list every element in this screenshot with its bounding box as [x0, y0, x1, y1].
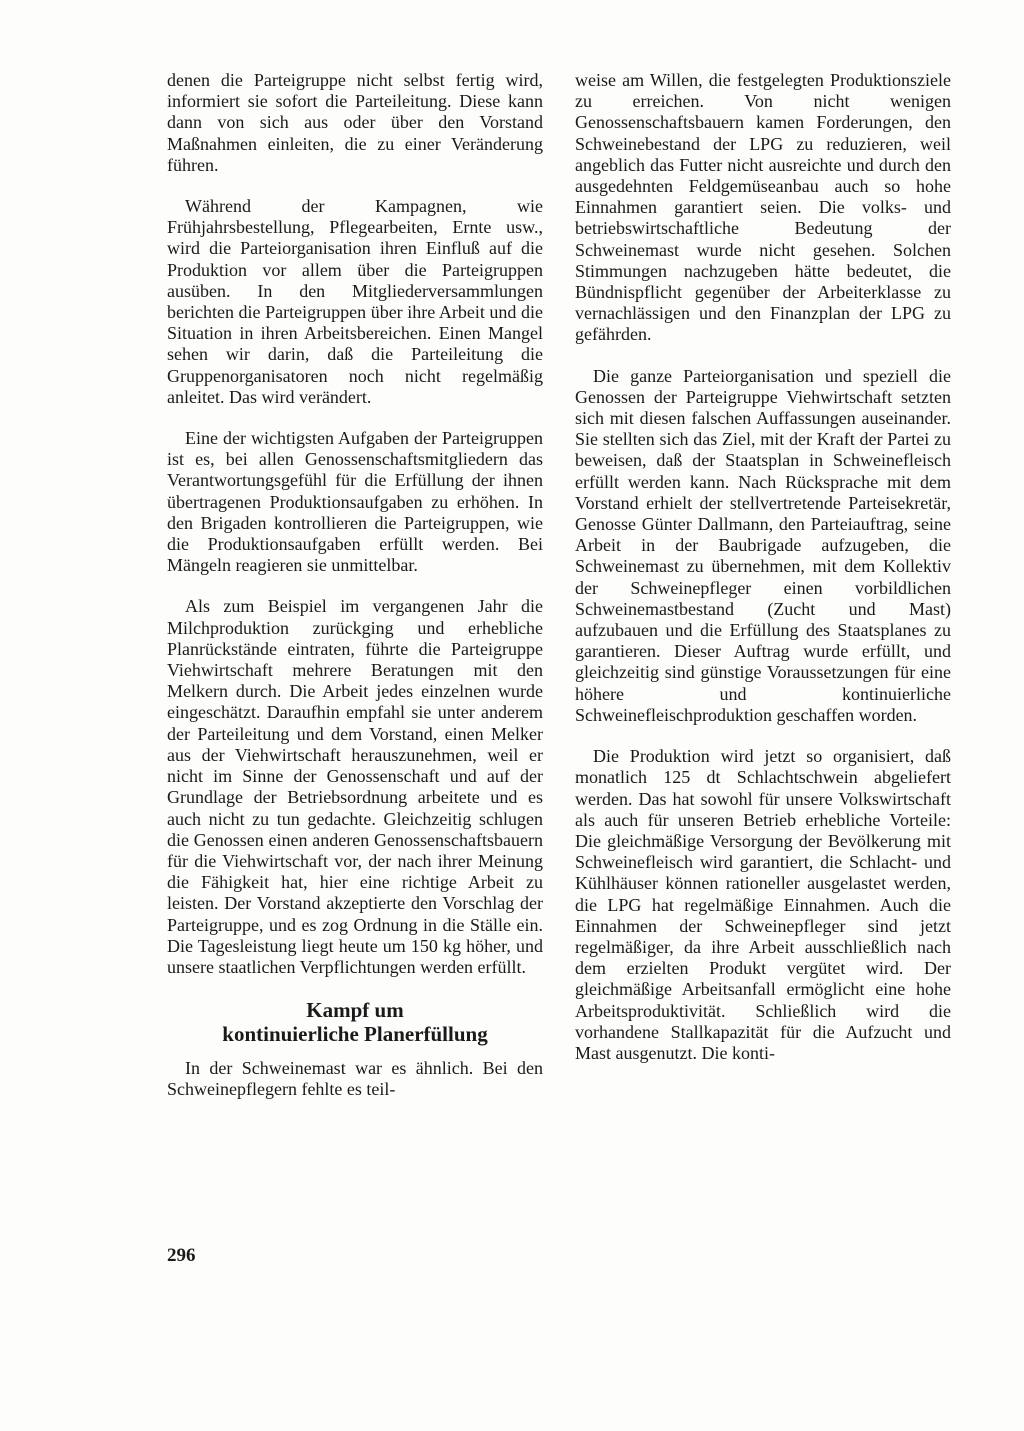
paragraph: Während der Kampagnen, wie Frühjahrsbestellung, Pflegearbeiten, Ernte usw., wird die Parteiorganisation ihren Einfluß auf die Produktion vor allem über die Parteigruppen ausüben. In den Mitgliederversammlungen berichten die Parteigruppen über ihre Arbeit und die Situation in ihren Arbeitsbereichen. Einen Mangel sehen wir darin, daß die Parteileitung die Gruppenorganisatoren noch nicht regelmäßig anleitet. Das wird verändert.	[167, 196, 543, 407]
paragraph: In der Schweinemast war es ähnlich. Bei den Schweinepflegern fehlte es teil-	[167, 1058, 543, 1100]
left-column	[167, 70, 543, 1121]
paragraph: Die ganze Parteiorganisation und speziell die Genossen der Parteigruppe Viehwirtschaft setzten sich mit diesen falschen Auffassungen auseinander. Sie stellten sich das Ziel, mit der Kraft der Partei zu beweisen, daß der Staatsplan in Schweinefleisch erfüllt werden kann. Nach Rücksprache mit dem Vorstand erhielt der stellvertretende Parteisekretär, Genosse Günter Dallmann, den Parteiauftrag, seine Arbeit in der Baubrigade aufzugeben, die Schweinemast zu übernehmen, mit dem Kollektiv der Schweinepfleger einen vorbildlichen Schweinemastbestand (Zucht und Mast) aufzubauen und die Erfüllung des Staatsplanes zu garantieren. Dieser Auftrag wurde erfüllt, und gleichzeitig sind günstige Voraussetzungen für eine höhere und kontinuierliche Schweinefleischproduktion geschaffen worden.	[575, 365, 951, 725]
paragraph: Als zum Beispiel im vergangenen Jahr die Milchproduktion zurückging und erhebliche Planrückstände eintraten, führte die Parteigruppe Viehwirtschaft mehrere Beratungen mit den Melkern durch. Die Arbeit jedes einzelnen wurde eingeschätzt. Daraufhin empfahl sie unter anderem der Parteileitung und dem Vorstand, einen Melker aus der Viehwirtschaft herauszunehmen, weil er nicht im Sinne der Genossenschaft und auf der Grundlage der Betriebsordnung arbeitete und es auch nicht zu tun gedachte. Gleichzeitig schlugen die Genossen einen anderen Genossenschaftsbauern für die Viehwirtschaft vor, der nach ihrer Meinung die Fähigkeit hat, hier eine richtige Arbeit zu leisten. Der Vorstand akzeptierte den Vorschlag der Parteigruppe, und es zog Ordnung in die Ställe ein. Die Tagesleistung liegt heute um 150 kg höher, und unsere staatlichen Verpflichtungen werden erfüllt.	[167, 596, 543, 977]
page-number: 296	[167, 1245, 196, 1266]
section-heading	[167, 998, 543, 1046]
section-heading-line-2: kontinuierliche Planerfüllung	[222, 1022, 488, 1047]
paragraph: weise am Willen, die festgelegten Produktionsziele zu erreichen. Von nicht wenigen Genossenschaftsbauern kamen Forderungen, den Schweinebestand der LPG zu reduzieren, weil angeblich das Futter nicht ausreichte und durch den ausgedehnten Feldgemüseanbau auch so hohe Einnahmen garantiert seien. Die volks- und betriebswirtschaftliche Bedeutung der Schweinemast wurde nicht gesehen. Solchen Stimmungen nachzugeben hätte bedeutet, die Bündnispflicht gegenüber der Arbeiterklasse zu vernachlässigen und den Finanzplan der LPG zu gefährden.	[575, 70, 951, 345]
right-column	[575, 70, 951, 1084]
paragraph: Die Produktion wird jetzt so organisiert, daß monatlich 125 dt Schlachtschwein abgeliefert werden. Das hat sowohl für unsere Volkswirtschaft als auch für unseren Betrieb erhebliche Vorteile: Die gleichmäßige Versorgung der Bevölkerung mit Schweinefleisch wird garantiert, die Schlacht- und Kühlhäuser können rationeller ausgelastet werden, die LPG hat regelmäßige Einnahmen. Auch die Einnahmen der Schweinepfleger sind jetzt regelmäßiger, da ihre Arbeit ausschließlich nach dem erzielten Produkt vergütet wird. Der gleichmäßige Arbeitsanfall ermöglicht eine hohe Arbeitsproduktivität. Schließlich wird die vorhandene Stallkapazität für die Aufzucht und Mast ausgenutzt. Die konti-	[575, 746, 951, 1063]
paragraph: Eine der wichtigsten Aufgaben der Parteigruppen ist es, bei allen Genossenschaftsmitgliedern das Verantwortungsgefühl für die Erfüllung der ihnen übertragenen Produktionsaufgaben zu erhöhen. In den Brigaden kontrollieren die Parteigruppen, wie die Produktionsaufgaben erfüllt werden. Bei Mängeln reagieren sie unmittelbar.	[167, 428, 543, 576]
paragraph: denen die Parteigruppe nicht selbst fertig wird, informiert sie sofort die Parteileitung. Diese kann dann von sich aus oder über den Vorstand Maßnahmen einleiten, die zu einer Veränderung führen.	[167, 70, 543, 175]
section-heading-line-1: Kampf um	[306, 998, 404, 1023]
